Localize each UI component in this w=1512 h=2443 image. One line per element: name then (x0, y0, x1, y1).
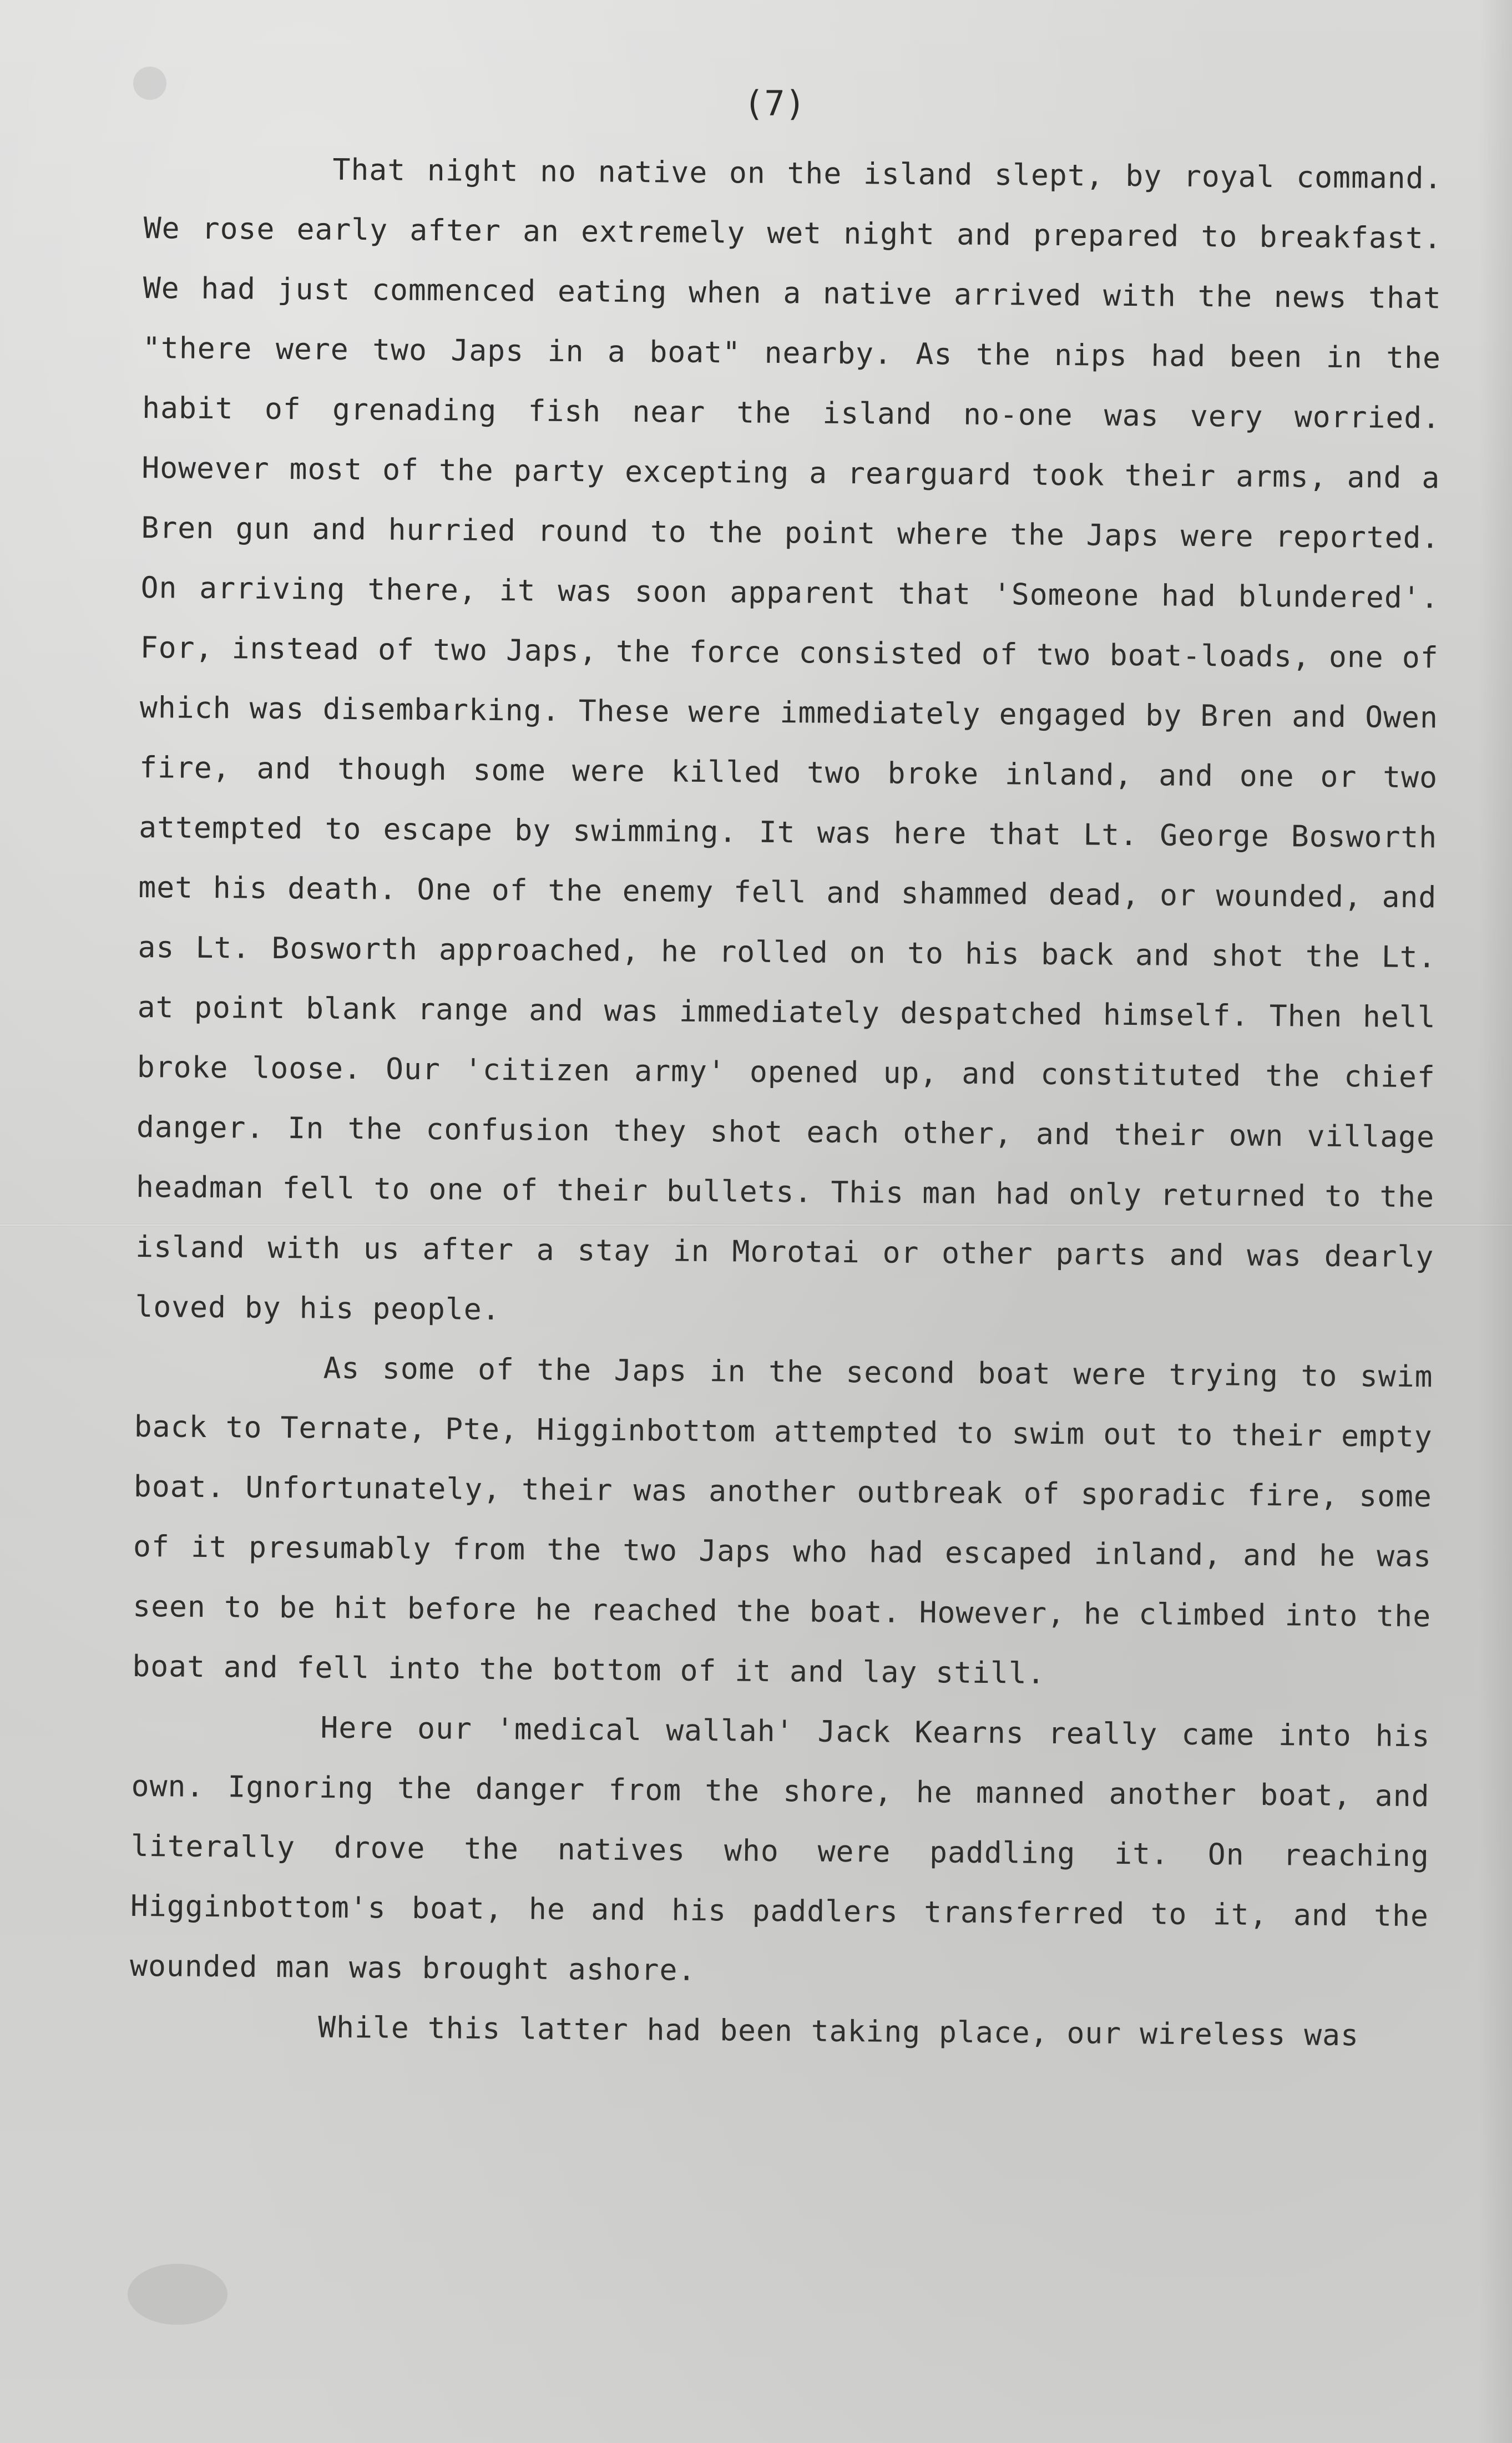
paragraph: That night no native on the island slept, by royal command. We rose early after an extremely wet night and prepared to breakfast. We had just commenced eating when a native arrived with the news that "there were two Japs in a boat" nearby. As the nips had been in the habit of grenading fish near the island no-one was very worried. However most of the party excepting a rearguard took their arms, and a Bren gun and hurried round to the point where the Japs were reported. On arriving there, it was soon apparent that 'Someone had blundered'. For, instead of two Japs, the force consisted of two boat-loads, one of which was disembarking. These were immediately engaged by Bren and Owen fire, and though some were killed two broke inland, and one or two attempted to escape by swimming. It was here that Lt. George Bosworth met his death. One of the enemy fell and shammed dead, or wounded, and as Lt. Bosworth approached, he rolled on to his back and shot the Lt. at point blank range and was immediately despatched himself. Then hell broke loose. Our 'citizen army' opened up, and constituted the chief danger. In the confusion they shot each other, and their own village headman fell to one of their bullets. This man had only returned to the island with us after a stay in Morotai or other parts and was dearly loved by his people. (135, 153, 1443, 1327)
paragraph: Here our 'medical wallah' Jack Kearns really came into his own. Ignoring the danger from the shore, he manned another boat, and literally drove the natives who were paddling it. On reaching Higginbottom's boat, he and his paddlers transferred to it, and the wounded man was brought ashore. (129, 1711, 1430, 1987)
paper-smudge (128, 2264, 227, 2325)
body-text (129, 139, 1443, 2066)
paragraph: As some of the Japs in the second boat were trying to swim back to Ternate, Pte, Higginbottom attempted to swim out to their empty boat. Unfortunately, their was another outbreak of sporadic fire, some of it presumably from the two Japs who had escaped inland, and he was seen to be hit before he reached the boat. However, he climbed into the boat and fell into the bottom of it and lay still. (132, 1351, 1433, 1691)
paragraph: While this latter had been taking place, our wireless was (318, 2010, 1359, 2053)
paper-smudge (133, 67, 166, 100)
page-number: (7) (744, 83, 806, 124)
page-edge-shadow (1479, 0, 1512, 2443)
